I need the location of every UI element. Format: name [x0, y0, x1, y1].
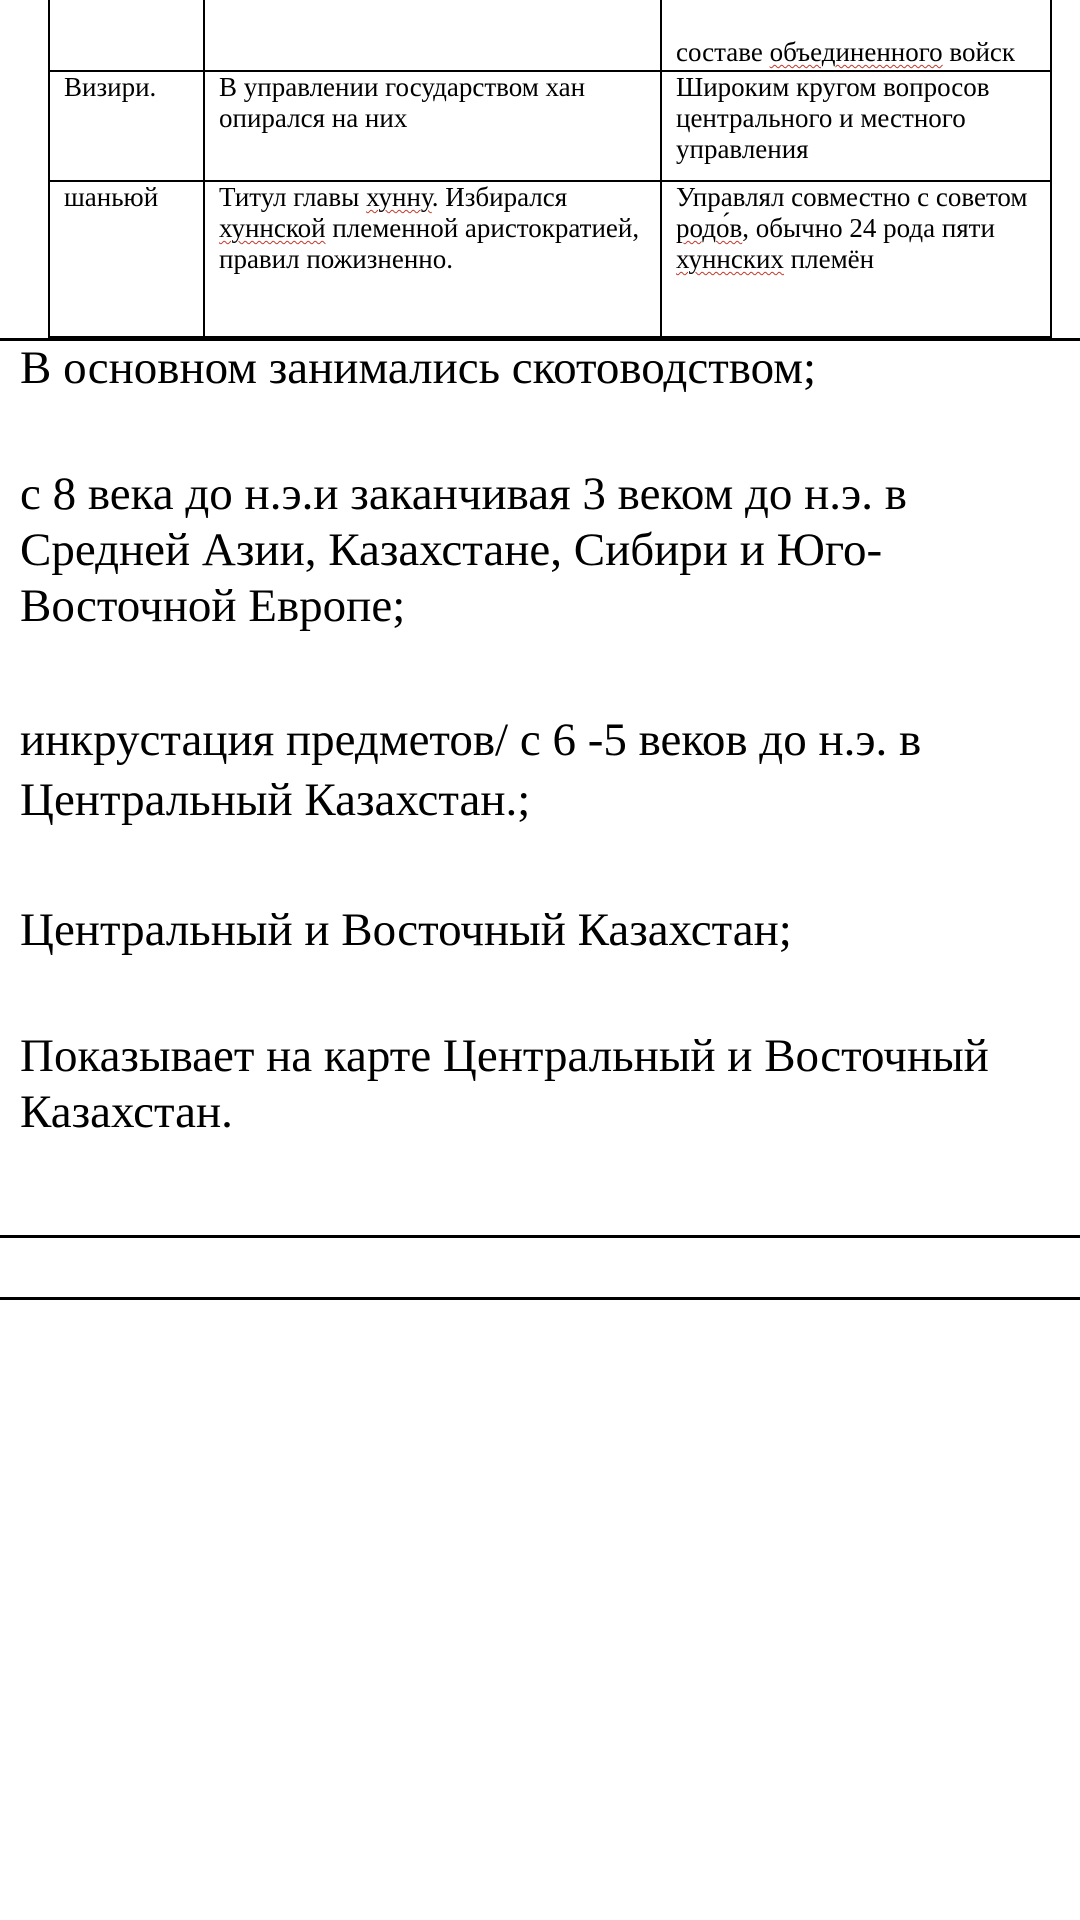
cell-function [661, 71, 1051, 181]
cell-description [204, 0, 661, 71]
cell-description [204, 71, 661, 181]
spellcheck-word: хуннских [676, 244, 784, 274]
history-table [48, 0, 1050, 338]
cell-text: Широким кругом вопросов центрального и местного управления [676, 72, 990, 164]
cell-description [204, 181, 661, 337]
cell-text: Управлял совместно с советом [676, 182, 1028, 212]
table-row [49, 181, 1051, 337]
terms-table [48, 0, 1052, 338]
divider-middle [0, 1235, 1080, 1238]
cell-text: . Избирался [431, 182, 568, 212]
cell-text: В управлении государством хан опирался на них [219, 72, 586, 133]
answer-3-line-1: инкрустация предметов/ с 6 -5 веков до н.э. в [20, 714, 922, 766]
divider-bottom [0, 1297, 1080, 1300]
cell-text: Титул главы [219, 182, 367, 212]
answer-2: с 8 века до н.э.и заканчивая 3 веком до н.э. в Средней Азии, Казахстане, Сибири и Юго-Восточной Европе; [20, 468, 907, 632]
cell-function [661, 0, 1051, 71]
cell-term: Визири. [49, 71, 204, 181]
table-row [49, 71, 1051, 181]
answer-3-line-2: Центральный Казахстан.; [20, 774, 531, 826]
cell-text: войск [942, 37, 1016, 67]
cell-term: шаньюй [49, 181, 204, 337]
answer-5: Показывает на карте Центральный и Восточный Казахстан. [20, 1030, 989, 1138]
table-body [49, 0, 1051, 337]
spellcheck-word: родо́в [676, 213, 743, 243]
cell-term [49, 0, 204, 71]
cell-text: , обычно 24 рода пяти [742, 213, 995, 243]
answer-1: В основном занимались скотоводством; [20, 342, 817, 394]
answer-4: Центральный и Восточный Казахстан; [20, 904, 792, 956]
table-row [49, 0, 1051, 71]
cell-text: племён [783, 244, 875, 274]
answer-3 [20, 712, 1065, 828]
answers-block [20, 340, 1065, 1140]
spellcheck-word: хуннской [219, 213, 326, 243]
cell-text: составе [676, 37, 770, 67]
spellcheck-word: объединенного [769, 37, 943, 67]
spellcheck-word: хунну [366, 182, 432, 212]
cell-function [661, 181, 1051, 337]
cell-text: племенной аристократией, правил пожизненно. [219, 213, 640, 274]
